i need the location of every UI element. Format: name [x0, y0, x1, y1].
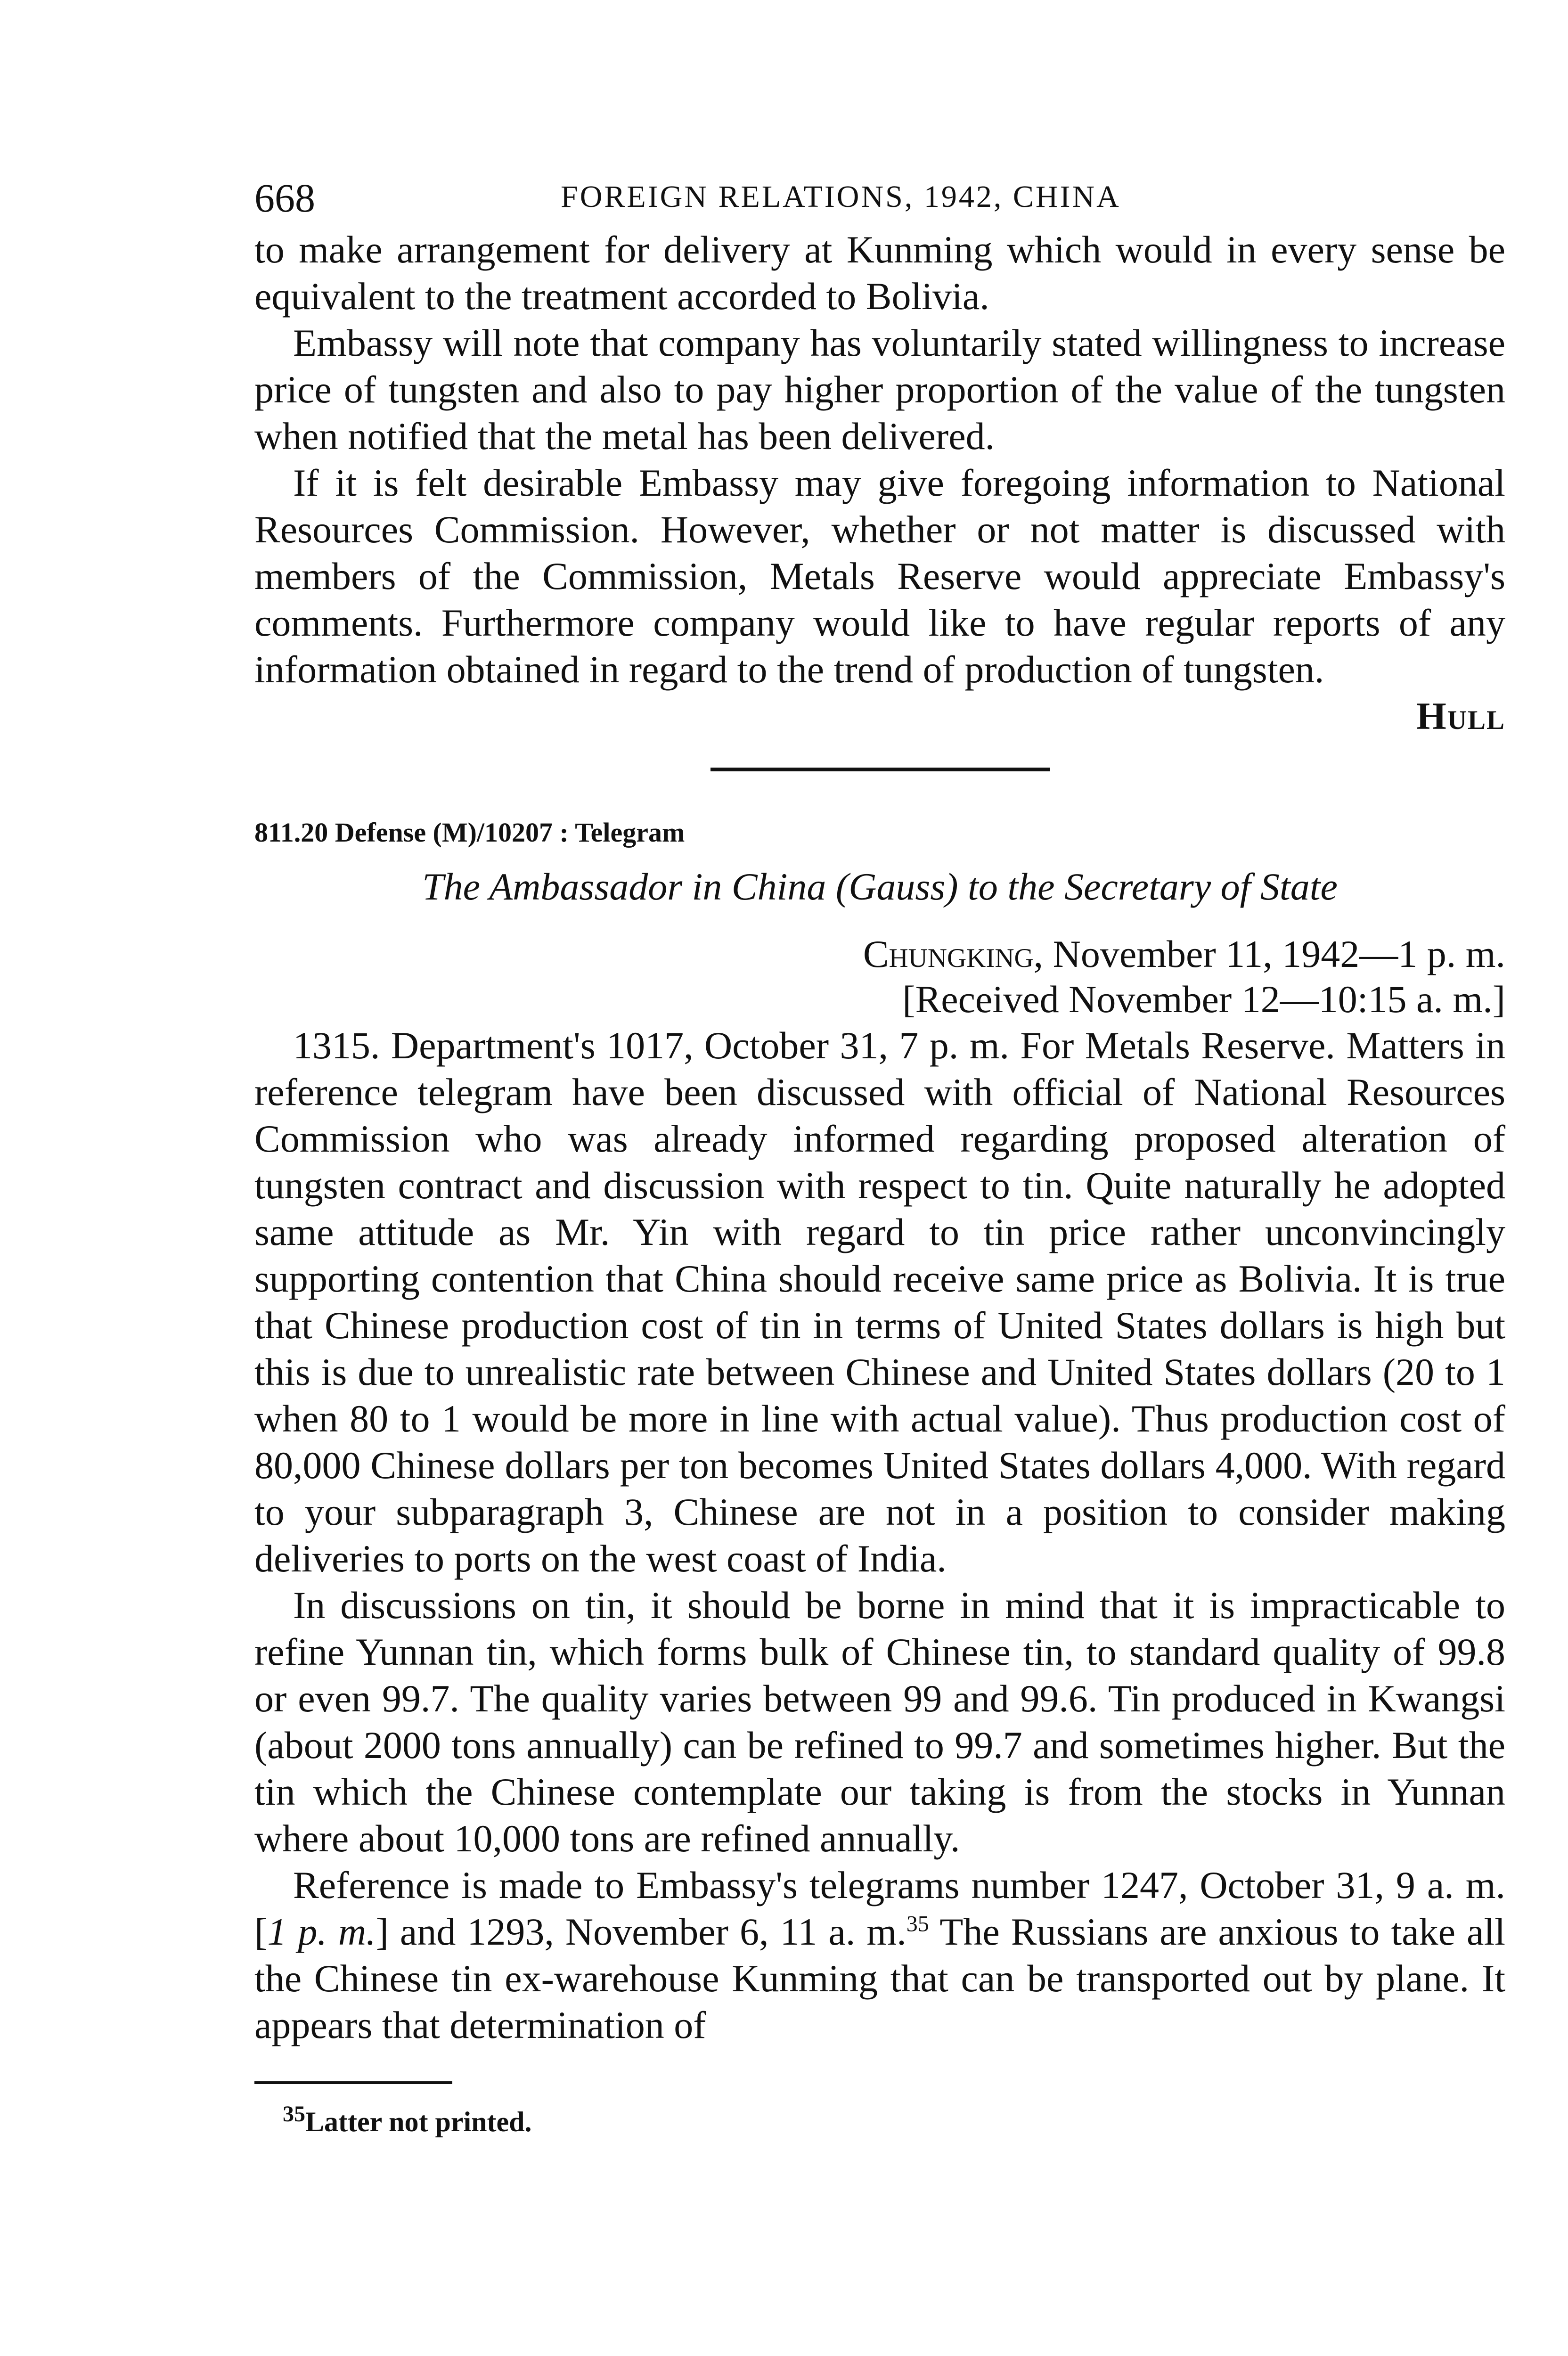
page-number: 668	[254, 175, 315, 221]
footnote-text: Latter not printed.	[305, 2106, 532, 2137]
dateline-place: Chungking,	[863, 933, 1044, 975]
received-line: [Received November 12—10:15 a. m.]	[902, 978, 1505, 1021]
telegram-paragraph-3-c: The Russians are anxious to take all the Chinese tin ex-warehouse Kunming that can be transported out by plane. It appears that determination of	[254, 1910, 1506, 2046]
dateline-date: November 11, 1942—1 p. m.	[1043, 933, 1505, 975]
running-title: FOREIGN RELATIONS, 1942, CHINA	[561, 180, 1121, 214]
footnote-marker: 35	[283, 2102, 305, 2127]
file-reference: 811.20 Defense (M)/10207 : Telegram	[254, 817, 685, 848]
telegram-paragraph-2: In discussions on tin, it should be borne in mind that it is impracticable to refine Yunnan tin, which forms bulk of Chinese tin, to standard quality of 99.8 or even 99.7. The quality varies between 99 and 99.6. Tin produced in Kwangsi (about 2000 tons annually) can be refined to 99.7 and sometimes higher. But the tin which the Chinese contemplate our taking is from the stocks in Yunnan where about 10,000 tons are refined annually.	[254, 1584, 1505, 1860]
telegram-paragraph-3	[254, 1862, 1505, 2048]
footnote	[283, 2103, 1505, 2141]
telegram-paragraph-3-b: ] and 1293, November 6, 11 a. m.	[376, 1910, 906, 1953]
continuation-paragraph-2: Embassy will note that company has voluntarily stated willingness to increase price of tungsten and also to pay higher proportion of the value of the tungsten when notified that the metal has been delivered.	[254, 321, 1505, 458]
document-page	[254, 174, 1505, 2141]
footnote-reference: 35	[906, 1911, 929, 1937]
signature: Hull	[1416, 695, 1505, 737]
section-divider	[710, 768, 1050, 771]
telegram-paragraph-1: 1315. Department's 1017, October 31, 7 p. m. For Metals Reserve. Matters in reference telegram have been discussed with official of National Resources Commission who was already informed regarding proposed alteration of tungsten contract and discussion with respect to tin. Quite naturally he adopted same attitude as Mr. Yin with regard to tin price rather unconvincingly supporting contention that China should receive same price as Bolivia. It is true that Chinese production cost of tin in terms of United States dollars is high but this is due to unrealistic rate between Chinese and United States dollars (20 to 1 when 80 to 1 would be more in line with actual value). Thus production cost of 80,000 Chinese dollars per ton becomes United States dollars 4,000. With regard to your subparagraph 3, Chinese are not in a position to consider making deliveries to ports on the west coast of India.	[254, 1024, 1505, 1580]
page-header	[254, 174, 1505, 226]
continuation-paragraph-3: If it is felt desirable Embassy may give foregoing information to National Resources Commission. However, whether or not matter is discussed with members of the Commission, Metals Reserve would appreciate Embassy's comments. Furthermore company would like to have regular reports of any information obtained in regard to the trend of production of tungsten.	[254, 461, 1505, 691]
footnote-divider	[254, 2081, 452, 2084]
dateline	[254, 932, 1505, 977]
continuation-paragraph-1: to make arrangement for delivery at Kunming which would in every sense be equivalent to the treatment accorded to Bolivia.	[254, 228, 1505, 318]
telegram-paragraph-3-italic: 1 p. m.	[267, 1910, 376, 1953]
document-title: The Ambassador in China (Gauss) to the Secretary of State	[422, 865, 1338, 908]
telegram-paragraph-3-a: Reference is made to Embassy's telegrams number 1247, October 31, 9 a. m. [	[254, 1864, 1505, 1953]
